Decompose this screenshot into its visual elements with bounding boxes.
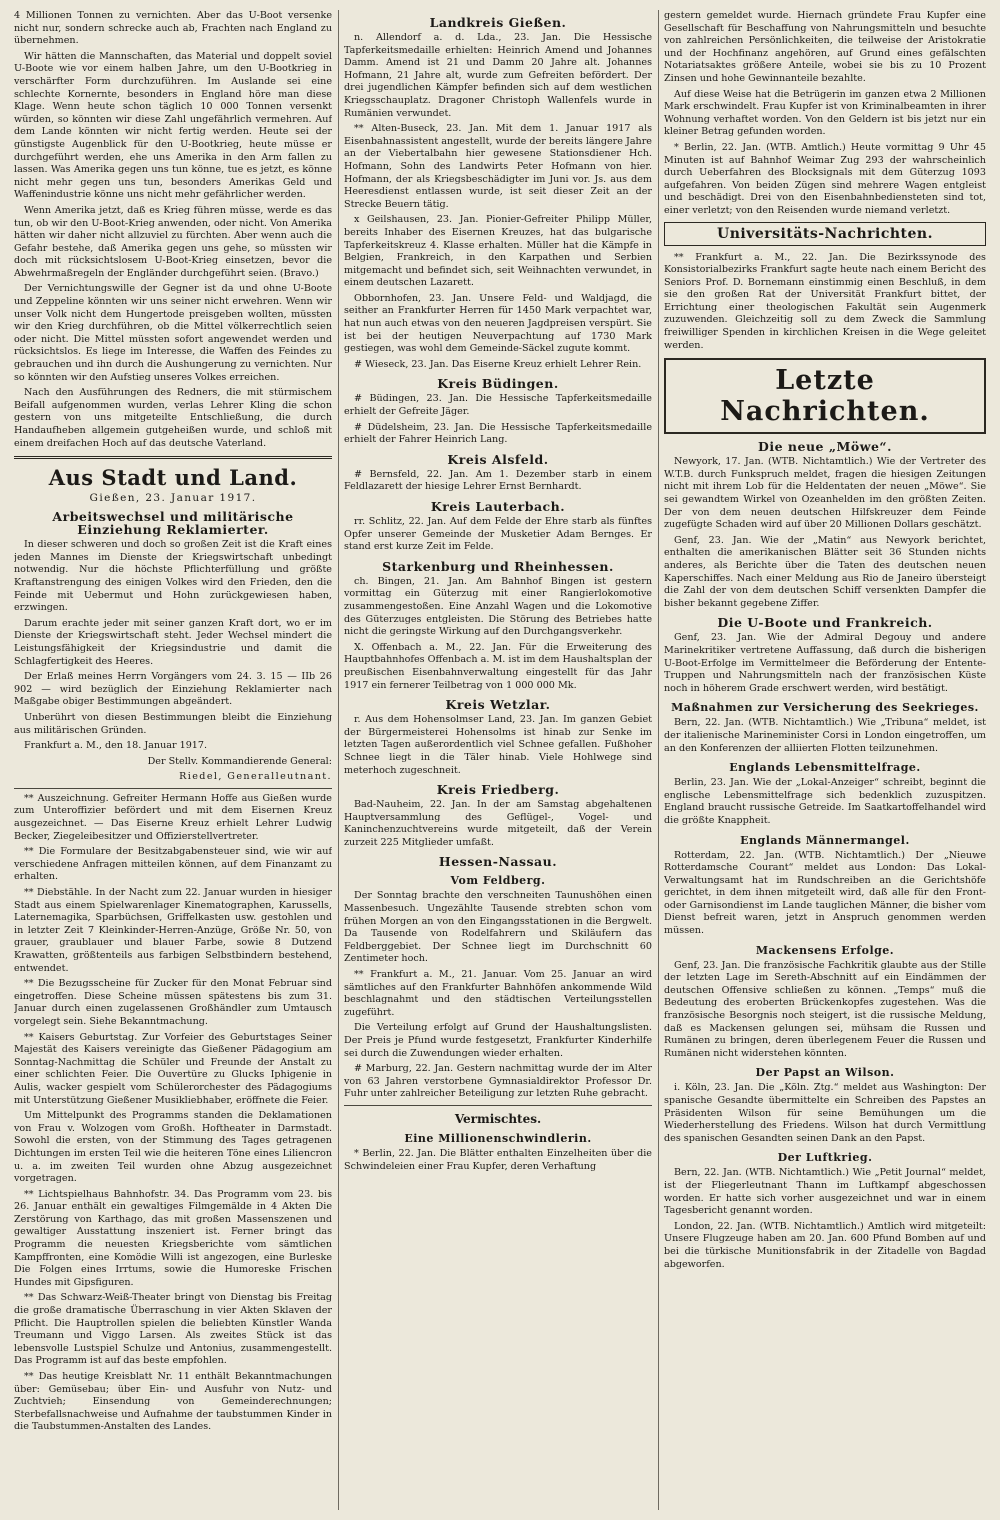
article-paragraph: Unberührt von diesen Bestimmungen bleibt die Einziehung aus militärischen Gründen. <box>14 711 332 736</box>
news-item: London, 22. Jan. (WTB. Nichtamtlich.) Amtlich wird mitgeteilt: Unsere Flugzeuge haben am 20. Jan. 600 Pfund Bomben auf und bei die türkische Munitionsfabrik in der Zitadelle von Bagdad abgeworfen. <box>664 1220 986 1270</box>
article-heading: Eine Millionenschwindlerin. <box>404 1131 592 1145</box>
section-heading: Vermischtes. <box>454 1111 542 1126</box>
region-heading: Landkreis Gießen. <box>429 15 567 30</box>
news-item: n. Allendorf a. d. Lda., 23. Jan. Die Hessische Tapferkeitsmedaille erhielten: Heinrich Amend und Johannes Damm. Amend ist 21 und Damm 20 Jahre alt. Johannes Hofmann, 21 Jahre alt, wurde zum Gefreiten befördert. Der drei jugendlichen Kämpfer befinden sich auf dem westlichen Kriegsschauplatz. Dragoner Christoph Wallenfels wurde in Rumänien verwundet. <box>344 32 652 119</box>
news-item: rr. Schlitz, 22. Jan. Auf dem Felde der Ehre starb als fünftes Opfer unserer Gemeinde der Musketier Adam Bernges. Er stand erst kurze Zeit im Felde. <box>344 516 652 553</box>
column-rule <box>338 10 339 1510</box>
news-item: Newyork, 17. Jan. (WTB. Nichtamtlich.) Wie der Vertreter des W.T.B. durch Funkspruch meldet, fragen die hiesigen Zeitungen nicht mit ihrem Lob für die Heldentaten der neuen „Möwe“. Sie sei gewandtem Wirkel von Ozeanhelden im den größten Zeiten. Der von dem neuen deutschen Hilfskreuzer dem Feinde zugefügte Schaden wird auf über 20 Millionen Dollars geschätzt. <box>664 456 986 531</box>
news-item: Genf, 23. Jan. Wie der „Matin“ aus Newyork berichtet, enthalten die amerikanischen Blätter seit 36 Stunden nichts anderes, als Berichte über die Taten des deutschen neuen Kaperschiffes. Nach einer Meldung aus Rio de Janeiro übersteigt die Zahl der von dem deutschen Schiff versenkten Dampfer die bisher bekannt gegebene Ziffer. <box>664 534 986 609</box>
news-item: r. Aus dem Hohensolmser Land, 23. Jan. Im ganzen Gebiet der Bürgermeisterei Hohensolms ist hinab zur Senke im letzten Tagen außerordentlich viel Schnee gefallen. Fußhoher Schnee liegt in die Täler hinab. Viele Hohlwege sind meterhoch zugeschneit. <box>344 714 652 776</box>
news-item: Auf diese Weise hat die Betrügerin im ganzen etwa 2 Millionen Mark erschwindelt. Frau Kupfer ist von Kriminalbeamten in ihrer Wohnung verhaftet worden. Von den Geldern ist bis jetzt nur ein kleiner Betrag gefunden worden. <box>664 88 986 138</box>
news-item: i. Köln, 23. Jan. Die „Köln. Ztg.“ meldet aus Washington: Der spanische Gesandte übermittelte ein Schreiben des Papstes an Präsidenten Wilson für seine Bemühungen um die Wiederherstellung des Friedens. Wilson hat durch Vermittlung des spanischen Gesandten seinen Dank an den Papst. <box>664 1082 986 1144</box>
signature-line: Der Stellv. Kommandierende General: <box>147 755 332 767</box>
region-heading: Starkenburg und Rheinhessen. <box>382 558 614 574</box>
news-item: # Marburg, 22. Jan. Gestern nachmittag wurde der im Alter von 63 Jahren verstorbene Gymnasialdirektor Professor Dr. Fuhr unter zahlreicher Beteiligung zur letzten Ruhe gebracht. <box>344 1063 652 1100</box>
article-paragraph: Der Vernichtungswille der Gegner ist da und ohne U-Boote und Zeppeline könnten wir uns seiner nicht erwehren. Wenn wir unser Volk nicht dem Hungertode preisgeben wollten, müssten wir den Krieg durchführen, ob die Mittel völkerrechtlich seien oder nicht. Die Mittel müssten sofort angewendet werden und rücksichtslos. Es liege im Interesse, die Waffen des Feindes zu gebrauchen und ihn durch die Aushungerung zu vernichten. Nur so könnten wir den Aufstieg unseres Volkes erreichen. <box>14 283 332 383</box>
news-item: gestern gemeldet wurde. Hiernach gründete Frau Kupfer eine Gesellschaft für Beschaffung von Nahrungsmitteln und besuchte von zahlreichen Persönlichkeiten, die teilweise der Aristokratie und der Hochfinanz angehören, auf Grund eines gefälschten Notariatsaktes größere Anteile, wobei sie bis zu 10 Prozent Zinsen und hohe Gewinnanteile bezahlte. <box>664 10 986 84</box>
news-item: x Geilshausen, 23. Jan. Pionier-Gefreiter Philipp Müller, bereits Inhaber des Eisernen Kreuzes, hat das bulgarische Tapferkeitskreuz 4. Klasse erhalten. Müller hat die Kämpfe in Belgien, Frankreich, in den Karpathen und Serbien mitgemacht und befindet sich, seit Weihnachten verwundet, in einem deutschen Lazarett. <box>344 214 652 289</box>
article-paragraph: Wenn Amerika jetzt, daß es Krieg führen müsse, werde es das tun, ob wir den U-Boot-Krieg anwenden, oder nicht. Von Amerika hätten wir daher nicht allzuviel zu fürchten. Aber wenn auch die Gefahr bestehe, daß Amerika gegen uns gehe, so müssten wir doch mit rücksichtslosem U-Boot-Krieg einsetzen, bevor die Abwehrmaßregeln der Engländer durchgeführt seien. (Bravo.) <box>14 204 332 279</box>
region-heading: Kreis Alsfeld. <box>447 451 549 467</box>
news-item: # Wieseck, 23. Jan. Das Eiserne Kreuz erhielt Lehrer Rein. <box>354 358 642 370</box>
news-item: ** Frankfurt a. M., 21. Januar. Vom 25. Januar an wird sämtliches auf den Frankfurter Bahnhöfen ankommende Wild beschlagnahmt und den städtischen Verteilungsstellen zugeführt. <box>344 969 652 1018</box>
article-heading: Vom Feldberg. <box>450 874 546 888</box>
article-paragraph: Darum erachte jeder mit seiner ganzen Kraft dort, wo er im Dienste der Kriegswirtschaft steht. Jeder Wechsel mindert die Leistungsfähigkeit der Kriegsindustrie und damit die Schlagfertigkeit des Heeres. <box>14 617 332 667</box>
article-heading: Die U-Boote und Frankreich. <box>717 615 933 631</box>
news-item: ** Alten-Buseck, 23. Jan. Mit dem 1. Januar 1917 als Eisenbahnassistent angestellt, wurde der bereits längere Jahre an der Viebertalbahn hier gewesene Stationsdiener Hch. Hofmann, Sohn des Landwirts Peter Hofmann von hier. Hofmann, der als Kriegsbeschädigter im Juni vor. Js. aus dem Heeresdienst entlassen wurde, ist seit dieser Zeit an der Strecke Beuern tätig. <box>344 123 652 210</box>
article-paragraph: 4 Millionen Tonnen zu vernichten. Aber das U-Boot versenke nicht nur, sondern schrecke auch ab, Frachten nach England zu übernehmen. <box>14 10 332 47</box>
news-item: Genf, 23. Jan. Wie der Admiral Degouy und andere Marinekritiker vertretene Auffassung, daß durch die bisherigen U-Boot-Erfolge im Vermittelmeer die Beförderung der Entente-Truppen und Nahrungsmitteln nach der französischen Küste noch in höherem Grade erschwert werden, wird bestätigt. <box>664 632 986 694</box>
article-heading: Der Papst an Wilson. <box>755 1066 895 1080</box>
article-paragraph: Nach den Ausführungen des Redners, die mit stürmischem Beifall aufgenommen wurden, verlas Lehrer Kling die schon gestern von uns mitgeteilte Entschließung, die durch Handaufheben allgemein gutgeheißen wurde, und schloß mit einem dreifachen Hoch auf das deutsche Vaterland. <box>14 387 332 449</box>
column-right <box>664 10 986 1510</box>
article-heading: Englands Lebensmittelfrage. <box>729 761 921 775</box>
article-paragraph: In dieser schweren und doch so großen Zeit ist die Kraft eines jeden Mannes im Dienste der Kriegswirtschaft unbedingt notwendig. Nur die höchste Pflichterfüllung und größte Kraftanstrengung des einigen Volkes wird den Frieden, den die Feinde mit Uebermut und Hohn zurückgewiesen haben, erzwingen. <box>14 539 332 614</box>
news-item: X. Offenbach a. M., 22. Jan. Für die Erweiterung des Hauptbahnhofes Offenbach a. M. ist im dem Haushaltsplan der preußischen Eisenbahnverwaltung eingestellt für das Jahr 1917 ein fernerer Teilbetrag von 1 000 000 Mk. <box>344 641 652 691</box>
region-heading: Kreis Büdingen. <box>437 376 559 392</box>
article-paragraph: Der Erlaß meines Herrn Vorgängers vom 24. 3. 15 — IIb 26 902 — wird bezüglich der Einziehung Reklamierter nach Maßgabe obiger Bestimmungen abgeändert. <box>14 671 332 708</box>
news-item: ** Diebstähle. In der Nacht zum 22. Januar wurden in hiesiger Stadt aus einem Spielwarenlager Kinematographen, Karussells, Laternemagika, Sparbüchsen, Griffelkasten usw. gestohlen und in letzter Zeit 7 Kleinkinder-Herren-Anzüge, Größe Nr. 50, von grauer, graublauer und blauer Farbe, sowie 8 Dutzend Krawatten, größtenteils aus farbigen Selbstbindern bestehend, entwendet. <box>14 887 332 974</box>
column-rule <box>658 10 659 1510</box>
news-item: # Bernsfeld, 22. Jan. Am 1. Dezember starb in einem Feldlazarett der hiesige Lehrer Ernst Bernhardt. <box>344 468 652 493</box>
region-heading: Kreis Wetzlar. <box>445 697 551 713</box>
news-item: ** Die Formulare der Besitzabgabensteuer sind, wie wir auf verschiedene Anfragen mitteilen können, auf dem Finanzamt zu erhalten. <box>14 846 332 883</box>
news-item: ** Lichtspielhaus Bahnhofstr. 34. Das Programm vom 23. bis 26. Januar enthält ein gewaltiges Filmgemälde in 4 Akten Die Zerstörung von Karthago, das mit großen Massenszenen und gewaltiger Ausstattung inszeniert ist. Ferner bringt das Programm die neuesten Kriegsberichte vom sämtlichen Kampffronten, eine Komödie Willi ist angezogen, eine Burleske Die Folgen eines Irrtums, sowie die Humoreske Frischen Hundes mit Gipsfiguren. <box>14 1188 332 1288</box>
news-item: Bad-Nauheim, 22. Jan. In der am Samstag abgehaltenen Hauptversammlung des Geflügel-, Vogel- und Kaninchenzuchtvereins wurde mitgeteilt, daß der Verein zurzeit 225 Mitglieder umfaßt. <box>344 799 652 848</box>
news-item: Genf, 23. Jan. Die französische Fachkritik glaubte aus der Stille der letzten Lage im Sereth-Abschnitt auf ein Eindämmen der deutschen Offensive schließen zu können. „Temps“ muß die Bedeutung des eroberten Brückenkopfes zugestehen. Was die französische Besorgnis noch steigert, ist die russische Meldung, daß es Mackensen gelungen sei, mühsam die Russen und Rumänen zu bringen, deren überlegenem Feuer die Russen und Rumänen nicht widerstehen könnten. <box>664 959 986 1059</box>
section-divider <box>14 456 332 459</box>
article-heading: Der Luftkrieg. <box>777 1151 873 1165</box>
news-item: ** Das heutige Kreisblatt Nr. 11 enthält Bekanntmachungen über: Gemüsebau; über Ein- und Ausfuhr von Nutz- und Zuchtvieh; Einsendung von Gemeinderechnungen; Sterbefallsnachweise und Aufnahme der taubstummen Kinder in die Taubstummen-Anstalten des Landes. <box>14 1371 332 1433</box>
news-item: ** Die Bezugsscheine für Zucker für den Monat Februar sind eingetroffen. Diese Scheine müssen spätestens bis zum 31. Januar durch einen zugelassenen Großhändler zum Umtausch vorgelegt sein. Siehe Bekanntmachung. <box>14 978 332 1027</box>
latest-news-heading: Letzte Nachrichten. <box>664 358 986 434</box>
article-paragraph: Wir hätten die Mannschaften, das Material und doppelt soviel U-Boote wie vor einem halben Jahre, um den U-Bootkrieg in verschärfter Form durchzuführen. Im Auslande sei eine schlechte Kornernte, besonders in England höre man diese Klage. Wenn heute schon täglich 10 000 Tonnen versenkt würden, so könnten wir diese Zahl ungefährlich vermehren. Auf dem Lande könnten wir nicht fertig werden. Heute sei der günstigste Augenblick für den U-Bootkrieg, heute müsse er durchgeführt werden, ehe uns Amerika in den Arm fallen zu lassen. Was Amerika gegen uns tun könne, tue es jetzt, es könne nicht mehr gegen uns tun, besonders Amerikas Geld und Waffenindustrie könne uns nicht mehr gefährlicher werden. <box>14 50 332 201</box>
section-title: Aus Stadt und Land. <box>48 465 298 491</box>
news-item: ** Frankfurt a. M., 22. Jan. Die Bezirkssynode des Konsistorialbezirks Frankfurt sagte heute nach einem Bericht des Seniors Prof. D. Bornemann einstimmig einen Beschluß, in dem sie den großen Rat der Universität Frankfurt bittet, der Errichtung einer theologischen Fakultät sein Augenmerk zuzuwenden. Gleichzeitig soll zu dem Zweck die Sammlung freiwilliger Spenden in kirchlichen Kreisen in die Wege geleitet werden. <box>664 251 986 351</box>
region-heading: Hessen-Nassau. <box>438 854 558 870</box>
news-item: Um Mittelpunkt des Programms standen die Deklamationen von Frau v. Wolzogen vom Großh. Hoftheater in Darmstadt. Sowohl die ersten, von der Stimmung des Tages getragenen Dichtungen im ersten Teil wie die heiteren Töne eines Liliencron u. a. im zweiten Teil wurden ohne Abzug ausgezeichnet vorgetragen. <box>14 1110 332 1185</box>
news-item: Rotterdam, 22. Jan. (WTB. Nichtamtlich.) Der „Nieuwe Rotterdamsche Courant“ meldet aus London: Das Lokal-Verwaltungsamt hat im Rundschreiben an die Gerichtshöfe gerichtet, in dem ihnen mitgeteilt wird, daß alle für den Front- oder Garnisondienst im Lande tauglichen Männer, die bisher vom Dienst befreit waren, jetzt in Anspruch genommen werden müssen. <box>664 849 986 937</box>
news-item: Berlin, 23. Jan. Wie der „Lokal-Anzeiger“ schreibt, beginnt die englische Lebensmittelfrage sich bedenklich zuzuspitzen. England braucht russische Getreide. Im Saatkartoffelhandel wird die größte Knappheit. <box>664 777 986 826</box>
divider <box>344 1105 652 1106</box>
divider <box>14 788 332 789</box>
article-heading: Die neue „Möwe“. <box>758 439 892 455</box>
column-middle <box>344 10 652 1510</box>
news-item: Obbornhofen, 23. Jan. Unsere Feld- und Waldjagd, die seither an Frankfurter Herren für 1450 Mark verpachtet war, hat nun auch etwas von den neueren Jagdpreisen verspürt. Sie ist bei der heutigen Neuverpachtung auf 1730 Mark gestiegen, was wohl dem Gemeinde-Säckel zugute kommt. <box>344 292 652 355</box>
signature-name: Riedel, Generalleutnant. <box>179 771 332 783</box>
news-item: ** Das Schwarz-Weiß-Theater bringt von Dienstag bis Freitag die große dramatische Überraschung in vier Akten Sklaven der Pflicht. Die Hauptrollen spielen die beliebten Künstler Wanda Treumann und Viggo Larsen. Als zweites Stück ist das lebensvolle Lustspiel Schulze und Antonius, zusammengestellt. Das Programm ist auf das beste empfohlen. <box>14 1292 332 1367</box>
article-heading: Maßnahmen zur Versicherung des Seekrieges. <box>671 701 979 715</box>
section-heading-box: Universitäts-Nachrichten. <box>664 222 986 246</box>
news-item: Bern, 22. Jan. (WTB. Nichtamtlich.) Wie „Tribuna“ meldet, ist der italienische Marineminister Corsi in London eingetroffen, um an den Konferenzen der alliierten Flotten teilzunehmen. <box>664 717 986 754</box>
article-heading: Mackensens Erfolge. <box>755 943 895 957</box>
article-heading: Arbeitswechsel und militärische Einziehung Reklamierter. <box>52 509 294 538</box>
region-heading: Kreis Friedberg. <box>436 782 560 798</box>
news-item: ** Kaisers Geburtstag. Zur Vorfeier des Geburtstages Seiner Majestät des Kaisers vereinigte das Gießener Pädagogium am Sonntag-Nachmittag die Schüler und Freunde der Anstalt zu einer schlichten Feier. Die Ouvertüre zu Glucks Iphigenie in Aulis, wacker gespielt vom Schülerorchester des Pädagogiums mit Unterstützung Gießener Musikliebhaber, eröffnete die Feier. <box>14 1031 332 1106</box>
article-heading: Englands Männermangel. <box>740 833 910 847</box>
news-item: Der Sonntag brachte den verschneiten Taunushöhen einen Massenbesuch. Ungezählte Tausende strebten schon vom frühen Morgen an von den Eingangsstationen in die Bergwelt. Da Tausende von Rodelfahrern und Skiläufern das Feldberggebiet. Der Schnee liegt im Durchschnitt 60 Zentimeter hoch. <box>344 890 652 965</box>
news-item: Die Verteilung erfolgt auf Grund der Haushaltungslisten. Der Preis je Pfund wurde festgesetzt, Frankfurter Kinderhilfe sei durch die Zuwendungen wieder erhalten. <box>344 1022 652 1059</box>
news-item: * Berlin, 22. Jan. Die Blätter enthalten Einzelheiten über die Schwindeleien einer Frau Kupfer, deren Verhaftung <box>344 1147 652 1172</box>
news-item: ch. Bingen, 21. Jan. Am Bahnhof Bingen ist gestern vormittag ein Güterzug mit einer Rangierlokomotive zusammengestoßen. Eine Anzahl Wagen und die Lokomotive des Güterzuges entgleisten. Die Störung des Betriebes hatte nicht die geringste Wirkung auf den Durchgangsverkehr. <box>344 575 652 638</box>
news-item: ** Auszeichnung. Gefreiter Hermann Hoffe aus Gießen wurde zum Unteroffizier befördert und mit dem Eisernen Kreuz ausgezeichnet. — Das Eiserne Kreuz erhielt Lehrer Ludwig Becker, Ziegeleibesitzer und Offizierstellvertreter. <box>14 792 332 842</box>
news-item: # Büdingen, 23. Jan. Die Hessische Tapferkeitsmedaille erhielt der Gefreite Jäger. <box>344 393 652 418</box>
news-item: * Berlin, 22. Jan. (WTB. Amtlich.) Heute vormittag 9 Uhr 45 Minuten ist auf Bahnhof Weimar Zug 293 der wahrscheinlich durch Ueberfahren des Blocksignals mit dem Güterzug 1093 aufgefahren. Von beiden Zügen sind mehrere Wagen entgleist und beschädigt. Drei von den Eisenbahnbediensteten sind tot, einer verletzt; von den Reisenden wurde niemand verletzt. <box>664 141 986 216</box>
dateline: Gießen, 23. Januar 1917. <box>89 492 257 505</box>
region-heading: Kreis Lauterbach. <box>430 499 566 514</box>
column-left <box>14 10 332 1510</box>
news-item: Bern, 22. Jan. (WTB. Nichtamtlich.) Wie „Petit Journal“ meldet, ist der Fliegerleutnant Thann im Luftkampf abgeschossen worden. Er hatte sich vorher ausgezeichnet und war in einem Tagesbericht genannt worden. <box>664 1167 986 1217</box>
dateline: Frankfurt a. M., den 18. Januar 1917. <box>24 740 208 752</box>
news-item: # Düdelsheim, 23. Jan. Die Hessische Tapferkeitsmedaille erhielt der Fahrer Heinrich Lang. <box>344 421 652 446</box>
